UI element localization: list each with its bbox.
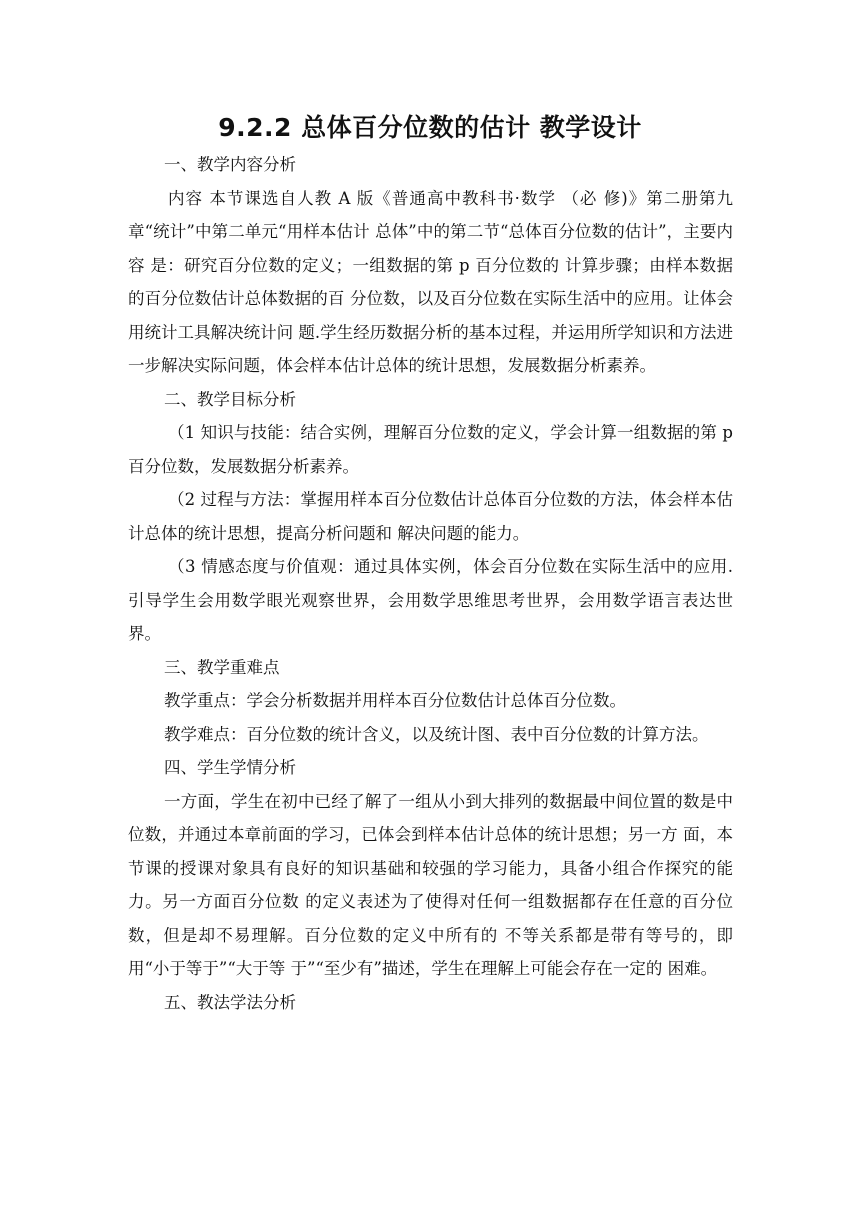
paragraph-objective-knowledge: （1 知识与技能：结合实例，理解百分位数的定义，学会计算一组数据的第 p 百分位数，发展数据分析素养。: [128, 423, 733, 476]
paragraph-learner-analysis: 一方面，学生在初中已经了解了一组从小到大排列的数据最中间位置的数是中位数，并通过本章前面的学习，已体会到样本估计总体的统计思想；另一方 面，本节课的授课对象具有良好的知识基础和较强的学习能力，具备小组合作探究的能力。另一方面百分位数 的定义表述为了使得对任何一组数据都存在任意的百分位数，但是却不易理解。百分位数的定义中所有的 不等关系都是带有等号的，即用“小于等于”“大于等 于”“至少有”描述，学生在理解上可能会存在一定的 困难。: [128, 791, 733, 978]
section-heading-objectives: 二、教学目标分析: [164, 389, 296, 409]
section-heading-methods: 五、教法学法分析: [164, 992, 296, 1012]
paragraph-objective-attitude: （3 情感态度与价值观：通过具体实例，体会百分位数在实际生活中的应用. 引导学生会用数学眼光观察世界，会用数学思维思考世界，会用数学语言表达世界。: [128, 557, 733, 643]
section-heading-learner-analysis: 四、学生学情分析: [164, 758, 296, 777]
paragraph-key-point: 教学重点：学会分析数据并用样本百分位数估计总体百分位数。: [164, 691, 626, 710]
paragraph-content-analysis: 内容 本节课选自人教 A 版《普通高中教科书·数学 （必 修)》第二册第九章“统计”中第二单元“用样本估计 总体”中的第二节“总体百分位数的估计”，主要内容 是：研究百分位数的定义；一组数据的第 p 百分位数的 计算步骤；由样本数据的百分位数估计总体数据的百 分位数，以及百分位数在实际生活中的应用。让体会用统计工具解决统计问 题.学生经历数据分析的基本过程，并运用所学知识和方法进一步解决实际问题，体会样本估计总体的统计思想，发展数据分析素养。: [128, 188, 733, 375]
section-heading-key-points: 三、教学重难点: [164, 657, 280, 677]
paragraph-objective-process: （2 过程与方法：掌握用样本百分位数估计总体百分位数的方法，体会样本估计总体的统计思想，提高分析问题和 解决问题的能力。: [128, 490, 733, 543]
paragraph-difficult-point: 教学难点：百分位数的统计含义，以及统计图、表中百分位数的计算方法。: [164, 724, 709, 744]
section-heading-content-analysis: 一、教学内容分析: [164, 155, 296, 174]
document-title: 9.2.2 总体百分位数的估计 教学设计: [218, 113, 642, 142]
document-body: [128, 148, 733, 1019]
